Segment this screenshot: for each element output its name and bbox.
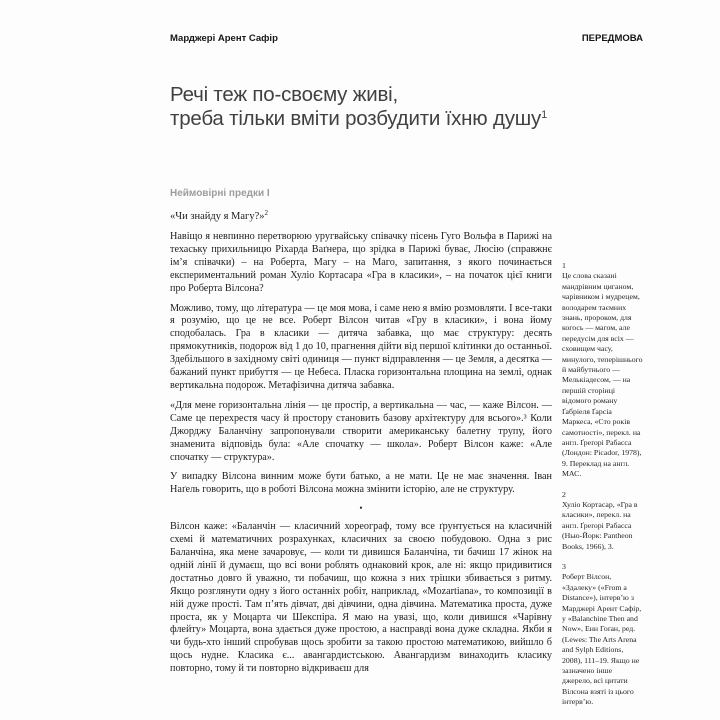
paragraph: «Для мене горизонтальна лінія — це простір, а вертикальна — час, — каже Вілсон. — Саме це перехрестя часу й простору становить базову архітектуру для всього».³ Коли Джорджу Баланчіну запропонували створити американську балетну трупу, його знаменита відповідь була: «Але спочатку — школа». Роберт Вілсон каже: «Але спочатку — структура». <box>170 399 552 463</box>
running-head-chapter: ПЕРЕДМОВА <box>581 33 643 44</box>
footnote-number: 1 <box>562 261 566 270</box>
footnote-text: Роберт Вілсон, «Здалеку» («From a Distance»), інтерв’ю з Марджері Арент Сафір, у «Balanchine Then and Now», Енн Гоґан, ред. (Lewes: The Arts Arena and Sylph Editions, 2008), 111–19. Якщо не зазначено інше джерело, всі цитати Вілсона взяті із цього інтерв’ю. <box>562 572 642 707</box>
section-break-dot: • <box>359 503 363 514</box>
footnote-text: Це слова сказані мандрівним циганом, чарівником і мудрецем, володарем таємних знань, пророком, для когось — магом, але передусім для всіх — сховищем часу, минулого, теперішнього й майбутнього — Мелькіадесом, — на першій сторінці відомого роману Ґабріеля Ґарсіа Маркеса, «Сто років самотності», перекл. на англ. Ґреґорі Рабасса (Лондон: Picador, 1978), 9. Переклад на англ. МАС. <box>562 271 643 479</box>
footnote-number: 2 <box>562 489 566 499</box>
footnote-3 <box>562 562 643 708</box>
chapter-title-line1: Речі теж по-своєму живі, <box>170 83 399 106</box>
paragraph: Навіщо я невпинно перетворюю уругвайську співачку пісень Гуго Вольфа в Парижі на техаську прихильницю Ріхарда Ваґнера, що зрідка в Парижі буває, Люсію (справжнє ім’я співачки) – на Роберта, Магу – на Маго, запитання, з якого починається експериментальний роман Хуліо Кортасара «Гра в класики», – на початок цієї книги про Роберта Вілсона? <box>170 231 552 294</box>
footnote-2 <box>562 490 643 552</box>
footnote-number: 3 <box>562 561 566 571</box>
epigraph-footnote-ref: 2 <box>264 209 268 217</box>
paragraph: Можливо, тому, що література — це моя мова, і саме нею я вмію розмовляти. І все-таки я розумію, що це не все. Роберт Вілсон читав «Гру в класики», і вона йому сподобалась. Гра в класики — дитяча забавка, що має структуру: десять прямокутників, подорож від 1 до 10, прагнення дійти від першої клітинки до останньої. Здебільшого в західному світі одиниця — пункт відправлення — це Земля, а десятка — бажаний пункт прибуття — це Небеса. Пласка горизонтальна площина на землі, однак вертикальна подорож. Метафізична дитяча забавка. <box>170 302 552 391</box>
chapter-title-line2: треба тільки вміти розбудити їхню душу <box>170 107 542 130</box>
running-head-author: Марджері Арент Сафір <box>170 33 278 44</box>
footnote-text: Хуліо Кортасар, «Гра в класики», перекл. на англ. Ґреґорі Рабасса (Нью-Йорк: Pantheon Books, 1966), 3. <box>562 499 638 551</box>
title-footnote-ref: 1 <box>541 109 547 121</box>
footnote-1 <box>562 261 643 480</box>
footnote-column <box>562 261 643 718</box>
epigraph-text: «Чи знайду я Магу?» <box>170 211 265 222</box>
running-head <box>170 33 643 44</box>
section-heading: Неймовірні предки I <box>170 188 270 199</box>
chapter-title <box>170 83 643 131</box>
main-text-column <box>170 188 552 718</box>
epigraph-quote <box>170 211 552 222</box>
content-columns <box>170 188 643 718</box>
paragraph: Вілсон каже: «Баланчін — класичний хореограф, тому все ґрунтується на класичній схемі й математичних розрахунках, класичних за своєю побудовою. Одна з рис Баланчіна, яка мене зачаровує, — коли ти дивишся Баланчіна, ти бачиш 17 жінок на одній лінії й думаєш, що всі вони роблять однаковий крок, але ні: якщо придивитися достатньо довго й уважно, ти побачиш, що кожна з них трішки збивається з ритму. Якщо розглянути одну з його останніх робіт, наприклад, «Mozartiana», то композиції в ній дуже прості. Там п’ять дівчат, дві дівчини, одна дівчина. Математика проста, дуже проста, як у Моцарта чи Шекспіра. Я маю на увазі, що, коли дивишся «Чарівну флейту» Моцарта, вона здається дуже простою, а насправді вона дуже складна. Якби я чи будь-хто інший спробував щось зробити за такою простою математикою, вийшло б щось нудне. Класика є... авангардистською. Авангардизм винаходить класику повторно, тому й ти повторно відкриваєш для <box>170 521 552 675</box>
paragraph: У випадку Вілсона винним може бути батько, а не мати. Це не має значення. Іван Наґель говорить, що в роботі Вілсона можна змінити історію, але не структуру. <box>170 471 552 496</box>
